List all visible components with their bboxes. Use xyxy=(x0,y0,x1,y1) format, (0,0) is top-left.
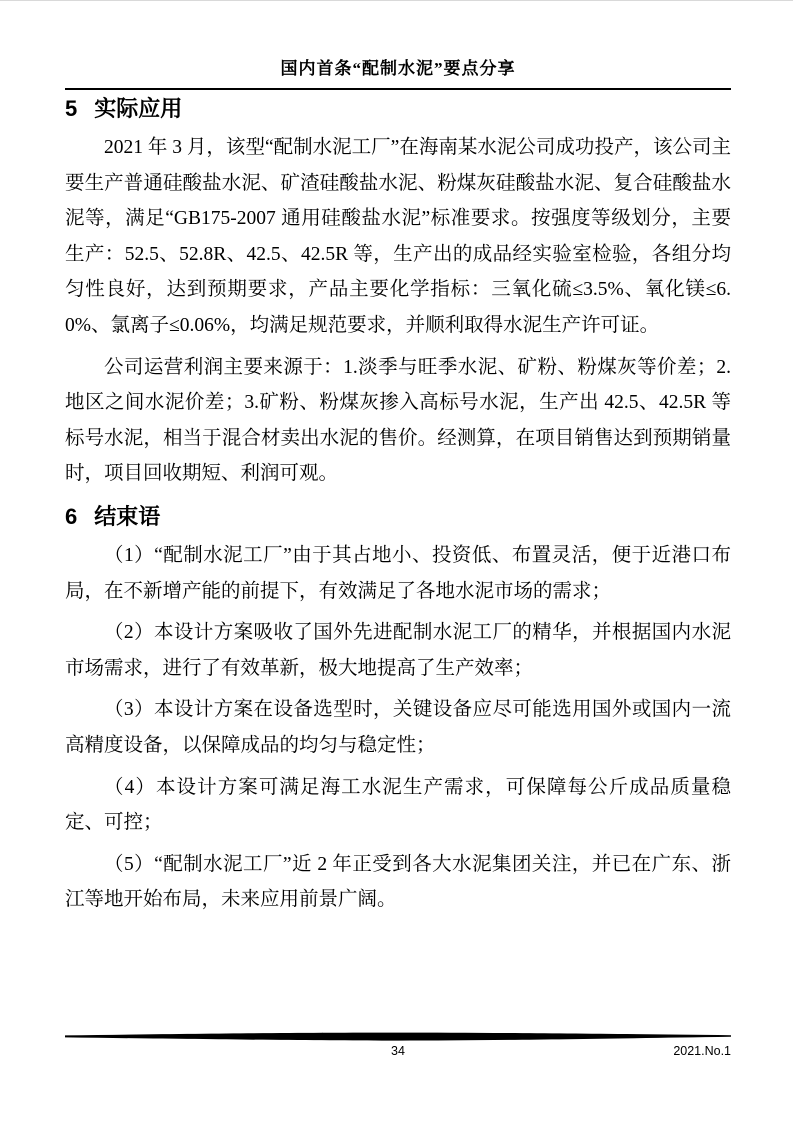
issue-label: 2021.No.1 xyxy=(673,1044,731,1058)
paragraph-application-2: 公司运营利润主要来源于：1.淡季与旺季水泥、矿粉、粉煤灰等价差；2.地区之间水泥价差；3.矿粉、粉煤灰掺入高标号水泥，生产出 42.5、42.5R 等标号水泥，相当于混合材卖出水泥的售价。经测算，在项目销售达到预期销量时，项目回收期短、利润可观。 xyxy=(65,356,731,485)
paragraph-conclusion-4: （4）本设计方案可满足海工水泥生产需求，可保障每公斤成品质量稳定、可控； xyxy=(65,776,731,834)
paragraph-conclusion-5: （5）“配制水泥工厂”近 2 年正受到各大水泥集团关注，并已在广东、浙江等地开始布局，未来应用前景广阔。 xyxy=(65,853,731,911)
page-number: 34 xyxy=(391,1044,405,1058)
footer-tapered-rule xyxy=(65,1032,731,1042)
section-6-number: 6 xyxy=(65,503,78,529)
running-header-title: 国内首条“配制水泥”要点分享 xyxy=(280,59,516,78)
section-6-heading xyxy=(65,502,731,532)
section-5-title: 实际应用 xyxy=(94,96,183,121)
paragraph-conclusion-3: （3）本设计方案在设备选型时，关键设备应尽可能选用国外或国内一流高精度设备，以保障成品的均匀与稳定性； xyxy=(65,699,731,756)
paragraph-application-1: 2021 年 3 月，该型“配制水泥工厂”在海南某水泥公司成功投产，该公司主要生产普通硅酸盐水泥、矿渣硅酸盐水泥、粉煤灰硅酸盐水泥、复合硅酸盐水泥等，满足“GB175-2007 通用硅酸盐水泥”标准要求。按强度等级划分，主要生产：52.5、52.8R、42.5、42.5R 等，生产出的成品经实验室检验，各组分均匀性良好，达到预期要求，产品主要化学指标：三氧化硫≤3.5%、氧化镁≤6.0%、氯离子≤0.06%，均满足规范要求，并顺利取得水泥生产许可证。 xyxy=(65,137,731,336)
paragraph-conclusion-1: （1）“配制水泥工厂”由于其占地小、投资低、布置灵活，便于近港口布局，在不新增产能的前提下，有效满足了各地水泥市场的需求； xyxy=(65,544,731,602)
running-header xyxy=(65,1,731,90)
header-rule xyxy=(65,88,731,90)
section-5-heading xyxy=(65,94,731,124)
section-5-number: 5 xyxy=(65,96,78,121)
section-6-title: 结束语 xyxy=(94,503,161,529)
page-footer xyxy=(65,1032,731,1059)
footer-text-row xyxy=(65,1043,731,1059)
paragraph-conclusion-2: （2）本设计方案吸收了国外先进配制水泥工厂的精华，并根据国内水泥市场需求，进行了有效革新，极大地提高了生产效率； xyxy=(65,622,731,679)
